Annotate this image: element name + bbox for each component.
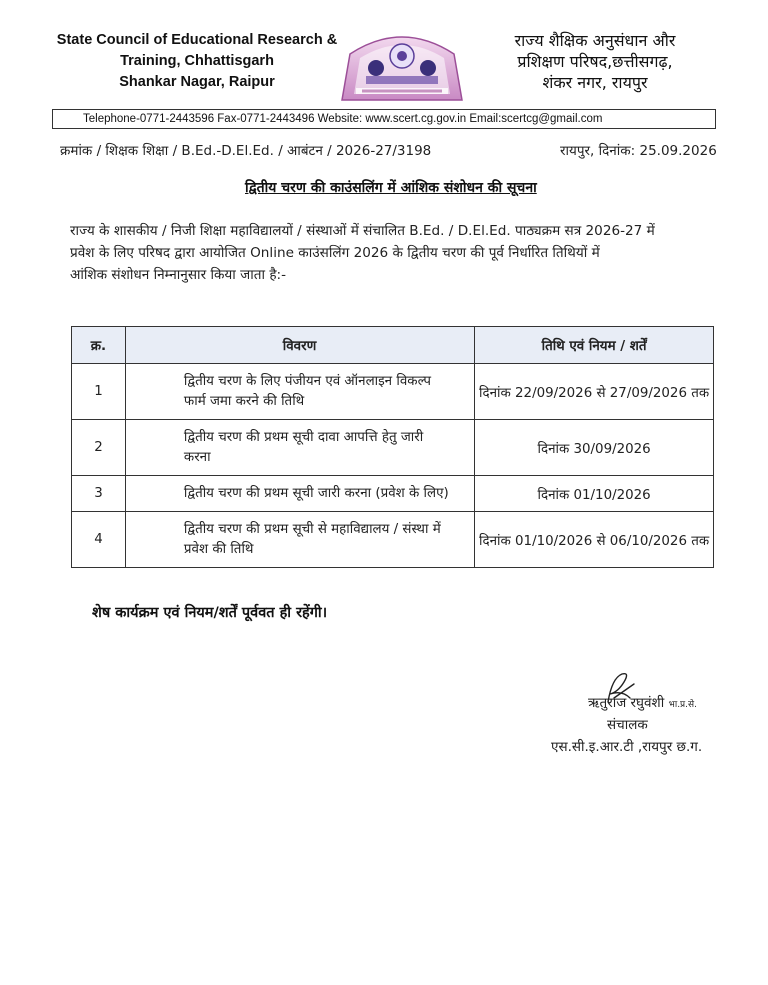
signatory-office: एस.सी.इ.आर.टी ,रायपुर छ.ग. bbox=[551, 739, 703, 755]
desc-line2: करना bbox=[183, 449, 211, 465]
desc-line1: द्वितीय चरण की प्रथम सूची जारी करना (प्रवेश के लिए) bbox=[183, 485, 449, 501]
desc-line2: प्रवेश की तिथि bbox=[183, 541, 254, 557]
header-description: विवरण bbox=[125, 327, 474, 364]
org-name-hindi bbox=[470, 30, 720, 93]
desc-line1: द्वितीय चरण की प्रथम सूची दावा आपत्ति हेतु जारी bbox=[183, 429, 424, 445]
para-line3: आंशिक संशोधन निम्नानुसार किया जाता है:- bbox=[70, 267, 287, 283]
desc-line1: द्वितीय चरण की प्रथम सूची से महाविद्यालय / संस्था में bbox=[183, 521, 441, 537]
signatory-title: संचालक bbox=[607, 717, 648, 733]
desc-line1: द्वितीय चरण के लिए पंजीयन एवं ऑनलाइन विकल्प bbox=[183, 373, 431, 389]
body-paragraph bbox=[70, 220, 720, 286]
row-sno: 4 bbox=[72, 512, 126, 568]
row-sno: 3 bbox=[72, 476, 126, 512]
header-date: तिथि एवं नियम / शर्तें bbox=[475, 327, 714, 364]
org-en-line3: Shankar Nagar, Raipur bbox=[119, 74, 275, 90]
org-hi-line1: राज्य शैक्षिक अनुसंधान और bbox=[514, 31, 676, 50]
row-date: दिनांक 01/10/2026 से 06/10/2026 तक bbox=[475, 512, 714, 568]
org-hi-line2: प्रशिक्षण परिषद,छत्तीसगढ़, bbox=[517, 52, 673, 71]
schedule-table bbox=[71, 326, 714, 568]
row-date: दिनांक 22/09/2026 से 27/09/2026 तक bbox=[475, 364, 714, 420]
table-row bbox=[72, 420, 714, 476]
para-line1: राज्य के शासकीय / निजी शिक्षा महाविद्यालयों / संस्थाओं में संचालित B.Ed. / D.El.Ed. पाठ्यक्रम सत्र 2026-27 में bbox=[70, 223, 655, 239]
para-line2: प्रवेश के लिए परिषद द्वारा आयोजित Online काउंसलिंग 2026 के द्वितीय चरण की पूर्व निर्धारित तिथियों में bbox=[70, 245, 600, 261]
org-en-line2: Training, Chhattisgarh bbox=[120, 53, 274, 69]
row-date: दिनांक 01/10/2026 bbox=[475, 476, 714, 512]
subject-heading: द्वितीय चरण की काउंसलिंग में आंशिक संशोधन की सूचना bbox=[245, 180, 537, 196]
row-description bbox=[125, 512, 474, 568]
table-row bbox=[72, 512, 714, 568]
table-row bbox=[72, 364, 714, 420]
signatory-name bbox=[588, 693, 697, 711]
org-name-english bbox=[52, 30, 342, 93]
org-en-line1: State Council of Educational Research & bbox=[56, 32, 338, 48]
scert-emblem-logo bbox=[336, 24, 468, 104]
row-description bbox=[125, 476, 474, 512]
closing-note: शेष कार्यक्रम एवं नियम/शर्तें पूर्ववत ही रहेंगी। bbox=[92, 605, 328, 621]
table-row bbox=[72, 476, 714, 512]
table-header-row bbox=[72, 327, 714, 364]
row-date: दिनांक 30/09/2026 bbox=[475, 420, 714, 476]
reference-number: क्रमांक / शिक्षक शिक्षा / B.Ed.-D.El.Ed. / आबंटन / 2026-27/3198 bbox=[60, 143, 432, 159]
row-description bbox=[125, 420, 474, 476]
contact-info: Telephone-0771-2443596 Fax-0771-2443496 Website: www.scert.cg.gov.in Email:scertcg@gmail.com bbox=[52, 109, 716, 129]
letter-date: रायपुर, दिनांक: 25.09.2026 bbox=[560, 143, 717, 159]
row-sno: 2 bbox=[72, 420, 126, 476]
org-hi-line3: शंकर नगर, रायपुर bbox=[542, 73, 648, 92]
desc-line2: फार्म जमा करने की तिथि bbox=[183, 393, 305, 409]
row-sno: 1 bbox=[72, 364, 126, 420]
header-sno: क्र. bbox=[72, 327, 126, 364]
signatory-service: भा.प्र.से. bbox=[668, 700, 697, 710]
signatory-name-text: ऋतुराज रघुवंशी bbox=[588, 695, 665, 711]
row-description bbox=[125, 364, 474, 420]
